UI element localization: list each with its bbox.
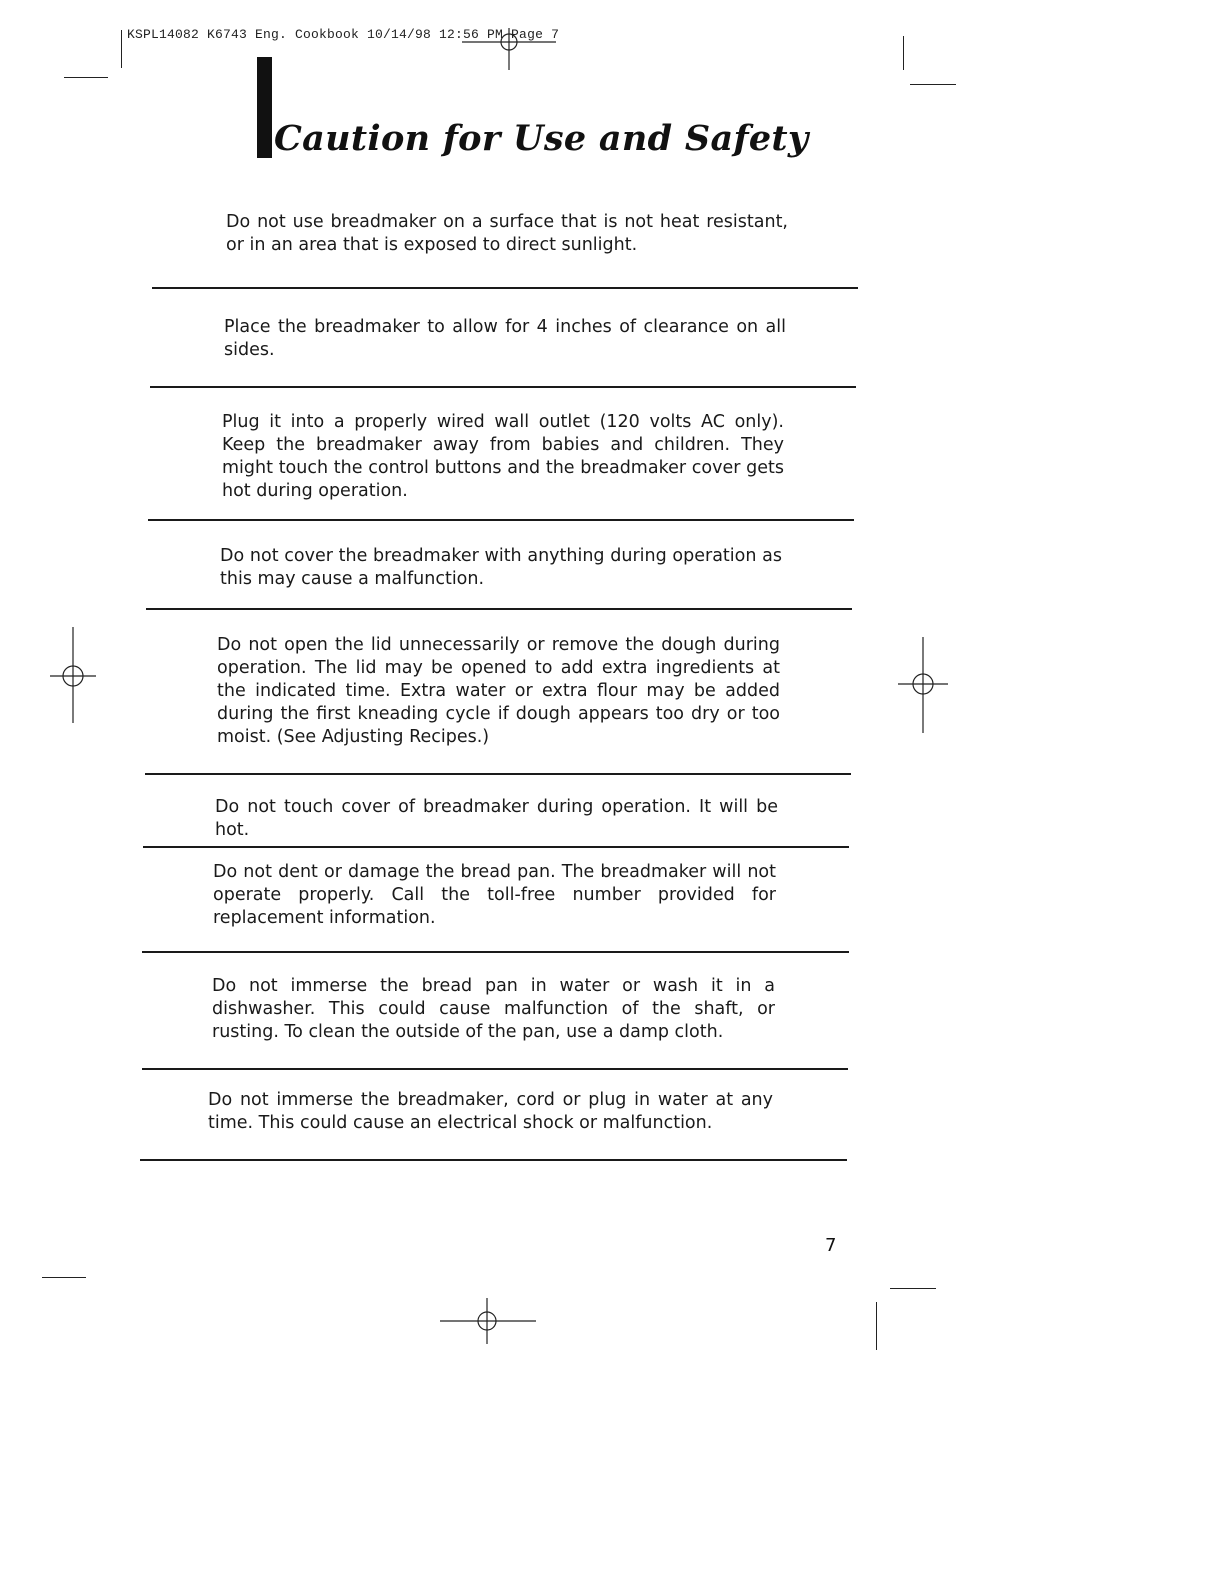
caution-item: Do not immerse the breadmaker, cord or plug in water at any time. This could cause an electrical shock or malfunction. [208, 1090, 773, 1133]
section-divider [148, 519, 854, 521]
section-divider [146, 608, 852, 610]
registration-mark-right [898, 637, 948, 733]
caution-item: Do not cover the breadmaker with anything during operation as this may cause a malfunction. [220, 546, 782, 589]
caution-item: Do not open the lid unnecessarily or remove the dough during operation. The lid may be opened to add extra ingredients at the indicated time. Extra water or extra flour may be added during the first kneading cycle if dough appears too dry or too moist. (See Adjusting Recipes.) [217, 635, 780, 747]
caution-item: Place the breadmaker to allow for 4 inches of clearance on all sides. [224, 317, 786, 360]
caution-item: Plug it into a properly wired wall outlet (120 volts AC only). Keep the breadmaker away from babies and children. They might touch the control buttons and the breadmaker cover gets hot during operation. [222, 412, 784, 501]
print-slug: KSPL14082 K6743 Eng. Cookbook 10/14/98 12:56 PM Page 7 [127, 27, 560, 42]
caution-item: Do not immerse the bread pan in water or wash it in a dishwasher. This could cause malfunction of the shaft, or rusting. To clean the outside of the pan, use a damp cloth. [212, 976, 775, 1042]
section-divider [143, 846, 849, 848]
registration-mark-bottom [440, 1298, 536, 1344]
caution-item: Do not touch cover of breadmaker during operation. It will be hot. [215, 797, 778, 840]
crop-mark-top-left-vertical [121, 30, 122, 68]
section-divider [145, 773, 851, 775]
registration-mark-top [490, 26, 530, 70]
page-title: Caution for Use and Safety [274, 118, 809, 159]
crop-mark-bottom-left-horizontal [42, 1277, 86, 1278]
crop-mark-bottom-right-horizontal [890, 1288, 936, 1289]
caution-item: Do not use breadmaker on a surface that is not heat resistant, or in an area that is exposed to direct sunlight. [226, 212, 788, 255]
section-divider [152, 287, 858, 289]
crop-mark-top-right-vertical [903, 36, 904, 70]
crop-mark-top-right-horizontal [910, 84, 956, 85]
crop-mark-top-left-horizontal [64, 77, 108, 78]
section-divider [150, 386, 856, 388]
section-divider [140, 1159, 847, 1161]
section-divider [142, 951, 849, 953]
registration-mark-left [50, 627, 96, 723]
heading-bar [257, 57, 272, 158]
page-number: 7 [825, 1235, 837, 1256]
caution-item: Do not dent or damage the bread pan. The breadmaker will not operate properly. Call the toll-free number provided for replacement information. [213, 862, 776, 928]
crop-mark-bottom-right-vertical [876, 1302, 877, 1350]
section-divider [142, 1068, 848, 1070]
